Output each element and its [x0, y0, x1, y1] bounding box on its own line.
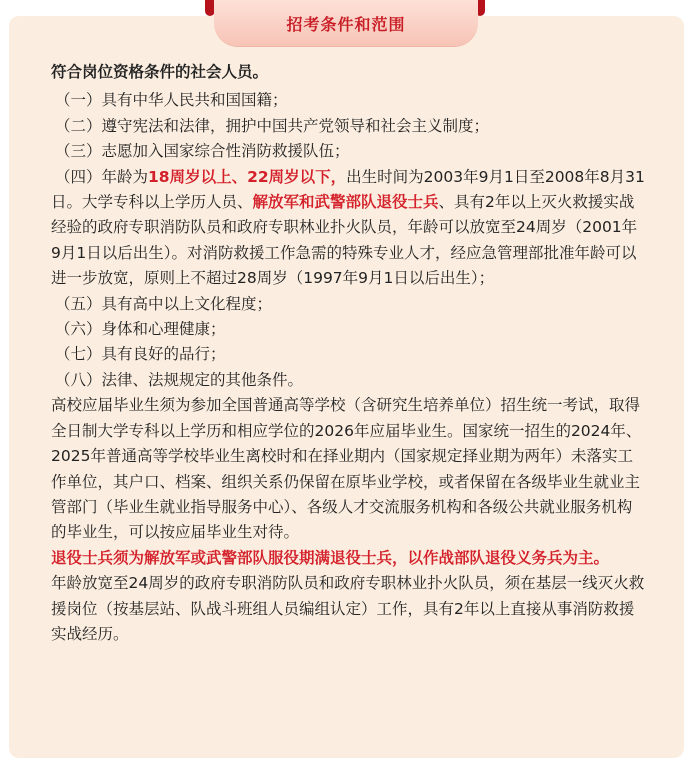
requirement-item-5: （五）具有高中以上文化程度； [55, 294, 273, 313]
age-range-highlight: 18周岁以上、22周岁以下， [148, 167, 347, 186]
requirement-item-7: （七）具有良好的品行； [55, 345, 226, 364]
graduates-paragraph: 高校应届毕业生须为参加全国普通高等学校（含研究生培养单位）招生统一考试，取得全日制大学专科以上学历和相应学位的2026年应届毕业生。国家统一招生的2024年、2025年普通高等学校毕业生离校时和在择业期内（国家规定择业期为两年）未落实工作单位，其户口、档案、组织关系仍保留在原毕业学校，或者保留在各级毕业生就业主管部门（毕业生就业指导服务中心）、各级人才交流服务机构和各级公共就业服务机构的毕业生，可以按应届毕业生对待。 [51, 396, 642, 542]
item4-text-2: 出生时间为2003年9月1日至2008年8月31日。大学专科以上学历人员、 [51, 167, 645, 212]
requirement-item-2: （二）遵守宪法和法律，拥护中国共产党领导和社会主义制度； [55, 116, 490, 135]
requirement-item-3: （三）志愿加入国家综合性消防救援队伍； [55, 142, 350, 161]
veterans-highlight: 解放军和武警部队退役士兵 [252, 193, 439, 212]
requirement-item-6: （六）身体和心理健康； [55, 320, 226, 339]
requirements-body [51, 60, 646, 647]
item4-text-3: 、具有2年以上灭火救援实战经验的政府专职消防队员和政府专职林业扑火队员，年龄可以放宽至24周岁（2001年9月1日以后出生）。对消防救援工作急需的特殊专业人才，经应急管理部批准年龄可以进一步放宽，原则上不超过28周岁（1997年9月1日以后出生）； [51, 193, 638, 288]
item4-text-1: （四）年龄为 [55, 167, 149, 186]
section-title: 招考条件和范围 [286, 14, 406, 34]
requirement-item-1: （一）具有中华人民共和国国籍； [55, 91, 288, 110]
requirement-item-8: （八）法律、法规规定的其他条件。 [55, 370, 304, 389]
firefighters-note: 年龄放宽至24周岁的政府专职消防队员和政府专职林业扑火队员，须在基层一线灭火救援岗位（按基层站、队战斗班组人员编组认定）工作，具有2年以上直接从事消防救援实战经历。 [51, 574, 645, 643]
intro-heading: 符合岗位资格条件的社会人员。 [51, 63, 269, 81]
section-title-tab [214, 0, 478, 46]
requirement-item-4 [51, 165, 646, 292]
veterans-note: 退役士兵须为解放军或武警部队服役期满退役士兵，以作战部队退役义务兵为主。 [51, 548, 610, 567]
